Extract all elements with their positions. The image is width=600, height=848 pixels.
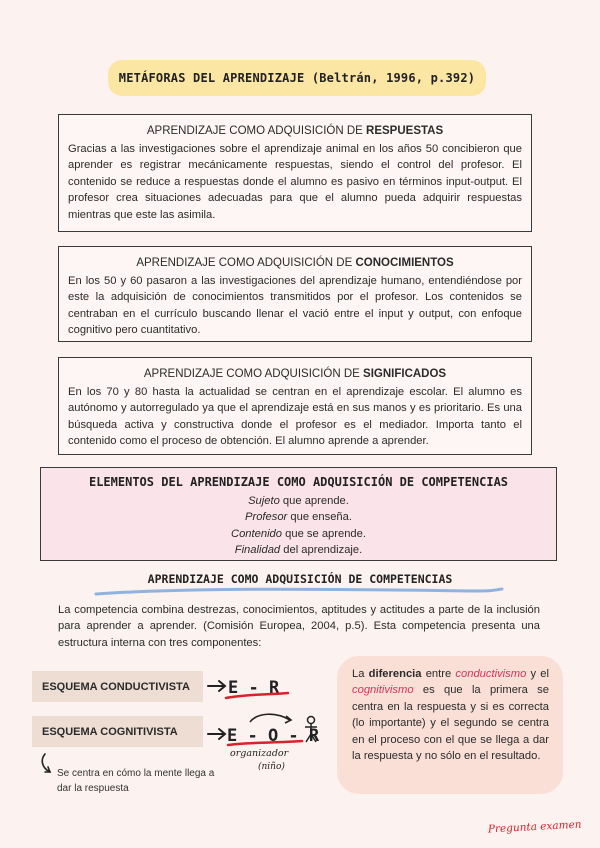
box-heading-keyword: SIGNIFICADOS — [363, 368, 447, 380]
difference-text: La — [352, 668, 369, 680]
term-cognitivismo: cognitivismo — [352, 684, 414, 697]
box-respuestas — [58, 114, 532, 232]
section-title: APRENDIZAJE COMO ADQUISICIÓN DE COMPETENCIAS — [147, 572, 453, 586]
page-title — [108, 60, 486, 96]
element-term: Finalidad — [234, 544, 281, 557]
difference-box — [337, 656, 563, 794]
box-heading — [68, 366, 522, 383]
page-title-text: METÁFORAS DEL APRENDIZAJE (Beltrán, 1996, p.392) — [118, 71, 476, 85]
section-underline — [94, 586, 504, 598]
box-body: En los 50 y 60 pasaron a las investigaciones del aprendizaje humano, entendiéndose por este la adquisición de conocimientos transmitidos por el profesor. Los contenidos se centraban en el currículo buscando llenar el vació entre el input y output, con enfoque cognitivo pero cuantitativo. — [68, 274, 522, 337]
difference-text: entre — [421, 668, 456, 680]
pregunta-examen-text: Pregunta examen — [487, 818, 582, 836]
box-significados — [58, 357, 532, 455]
element-item — [41, 493, 556, 509]
section-intro: La competencia combina destrezas, conocimientos, aptitudes y actitudes a parte de la inclusión para aprender a aprender. (Comisión Europea, 2004, p.5). Esta competencia presenta una estructura interna con tres componentes: — [58, 604, 540, 649]
box-conocimientos — [58, 246, 532, 342]
box-heading-keyword: CONOCIMIENTOS — [355, 257, 454, 269]
box-body: Gracias a las investigaciones sobre el aprendizaje animal en los años 50 concibieron que aprender es registrar mecánicamente respuestas, siendo el control del profesor. El contenido se reduce a respuestas donde el alumno es pasivo en términos input-output. El profesor crea situaciones adecuadas para que el alumno pueda adquirir respuestas mientras que este las asimila. — [68, 142, 522, 221]
box-heading — [68, 123, 522, 140]
er-scheme-sketch — [206, 672, 296, 702]
element-rest: del aprendizaje. — [280, 544, 363, 557]
element-term: Sujeto — [248, 495, 280, 507]
box-heading-prefix: APRENDIZAJE COMO ADQUISICIÓN DE — [146, 125, 367, 137]
box-heading-prefix: APRENDIZAJE COMO ADQUISICIÓN DE — [136, 257, 356, 269]
difference-keyword: diferencia — [368, 668, 422, 680]
difference-text: y el — [526, 668, 549, 680]
cognitivista-note: Se centra en cómo la mente llega a dar la respuesta — [57, 768, 215, 794]
element-rest: que enseña. — [287, 511, 352, 524]
element-item — [41, 542, 556, 558]
label-cognitivista — [32, 716, 203, 747]
eor-scheme-sketch — [206, 712, 331, 774]
element-item — [41, 509, 556, 525]
eor-text: E - O - R — [227, 726, 320, 746]
box-heading-keyword: RESPUESTAS — [366, 125, 444, 137]
label-conductivista — [32, 671, 203, 702]
term-conductivismo: conductivismo — [455, 668, 527, 680]
label-cognitivista-text: ESQUEMA COGNITIVISTA — [42, 725, 178, 738]
nino-text: (niño) — [258, 762, 285, 772]
box-heading — [68, 255, 522, 272]
elements-heading: ELEMENTOS DEL APRENDIZAJE COMO ADQUISICIÓN DE COMPETENCIAS — [88, 475, 509, 489]
element-term: Contenido — [231, 527, 283, 540]
organizador-text: organizador — [230, 748, 289, 759]
label-conductivista-text: ESQUEMA CONDUCTIVISTA — [42, 680, 190, 693]
element-rest: que se aprende. — [282, 527, 366, 540]
er-text: E - R — [228, 678, 280, 698]
element-term: Profesor — [245, 511, 288, 524]
box-body: En los 70 y 80 hasta la actualidad se centran en el aprendizaje escolar. El alumno es autónomo y autorregulado ya que el aprendizaje está en sus manos y es prioritario. Es una búsqueda activa y constructiva donde el profesor es el mediador. Importa tanto el contenido como el proceso de obtención. El alumno aprende a aprender. — [68, 385, 522, 448]
element-item — [41, 526, 556, 542]
difference-text: es que la primera se centra en la respuesta y si es correcta (lo importante) y el segundo se centra en el proceso con el que se llega a dar la respuesta y no sólo en el resultado. — [352, 684, 549, 763]
elements-box — [40, 467, 557, 561]
pregunta-examen-note — [486, 815, 594, 841]
box-heading-prefix: APRENDIZAJE COMO ADQUISICIÓN DE — [143, 368, 364, 380]
element-rest: que aprende. — [279, 495, 349, 507]
